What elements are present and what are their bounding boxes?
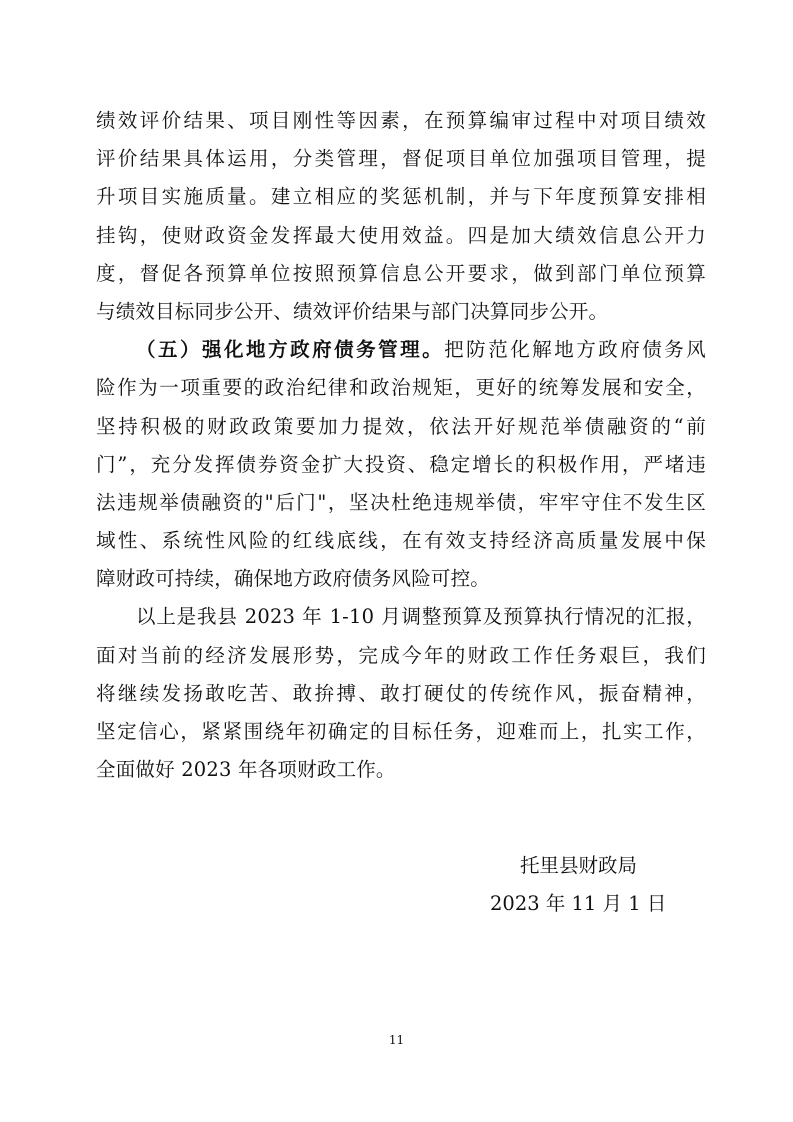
paragraph-1-line-5: 度，督促各预算单位按照预算信息公开要求，做到部门单位预算 [96, 261, 706, 285]
paragraph-1-line-3: 升项目实施质量。建立相应的奖惩机制，并与下年度预算安排相 [96, 185, 706, 209]
section-heading: （五）强化地方政府债务管理。 [136, 338, 445, 362]
signature-organization: 托里县财政局 [520, 854, 638, 877]
paragraph-3-line-1: 以上是我县 2023 年 1-10 月调整预算及预算执行情况的汇报， [136, 605, 706, 629]
paragraph-2-line-6: 域性、系统性风险的红线底线，在有效支持经济高质量发展中保 [96, 529, 706, 553]
signature-date: 2023 年 11 月 1 日 [490, 892, 667, 915]
page-number: 11 [388, 1033, 405, 1047]
paragraph-3-line-5: 全面做好 2023 年各项财政工作。 [96, 758, 396, 782]
paragraph-1-line-1: 绩效评价结果、项目刚性等因素，在预算编审过程中对项目绩效 [96, 109, 706, 132]
paragraph-2-line-2: 险作为一项重要的政治纪律和政治规矩，更好的统筹发展和安全， [96, 376, 706, 400]
body-text [96, 102, 706, 789]
paragraph-2-line-4: 门”，充分发挥债券资金扩大投资、稳定增长的积极作用，严堵违 [96, 452, 706, 476]
paragraph-2-first-line-text: 把防范化解地方政府债务风 [444, 338, 706, 362]
paragraph-2-line-5: 法违规举债融资的"后门"，坚决杜绝违规举债，牢牢守住不发生区 [96, 490, 706, 514]
paragraph-2-line-1 [96, 331, 706, 369]
paragraph-1-line-2: 评价结果具体运用，分类管理，督促项目单位加强项目管理，提 [96, 147, 706, 171]
paragraph-3-line-4: 坚定信心，紧紧围绕年初确定的目标任务，迎难而上，扎实工作， [96, 720, 706, 743]
paragraph-2-line-7: 障财政可持续，确保地方政府债务风险可控。 [96, 567, 491, 591]
paragraph-3-line-2: 面对当前的经济发展形势，完成今年的财政工作任务艰巨，我们 [96, 643, 706, 667]
paragraph-1-line-6: 与绩效目标同步公开、绩效评价结果与部门决算同步公开。 [96, 299, 609, 323]
paragraph-1-line-4: 挂钩，使财政资金发挥最大使用效益。四是加大绩效信息公开力 [96, 223, 706, 247]
paragraph-3-line-3: 将继续发扬敢吃苦、敢拚搏、敢打硬仗的传统作风，振奋精神， [96, 681, 706, 705]
paragraph-2-line-3: 坚持积极的财政政策要加力提效，依法开好规范举债融资的“前 [96, 414, 706, 438]
